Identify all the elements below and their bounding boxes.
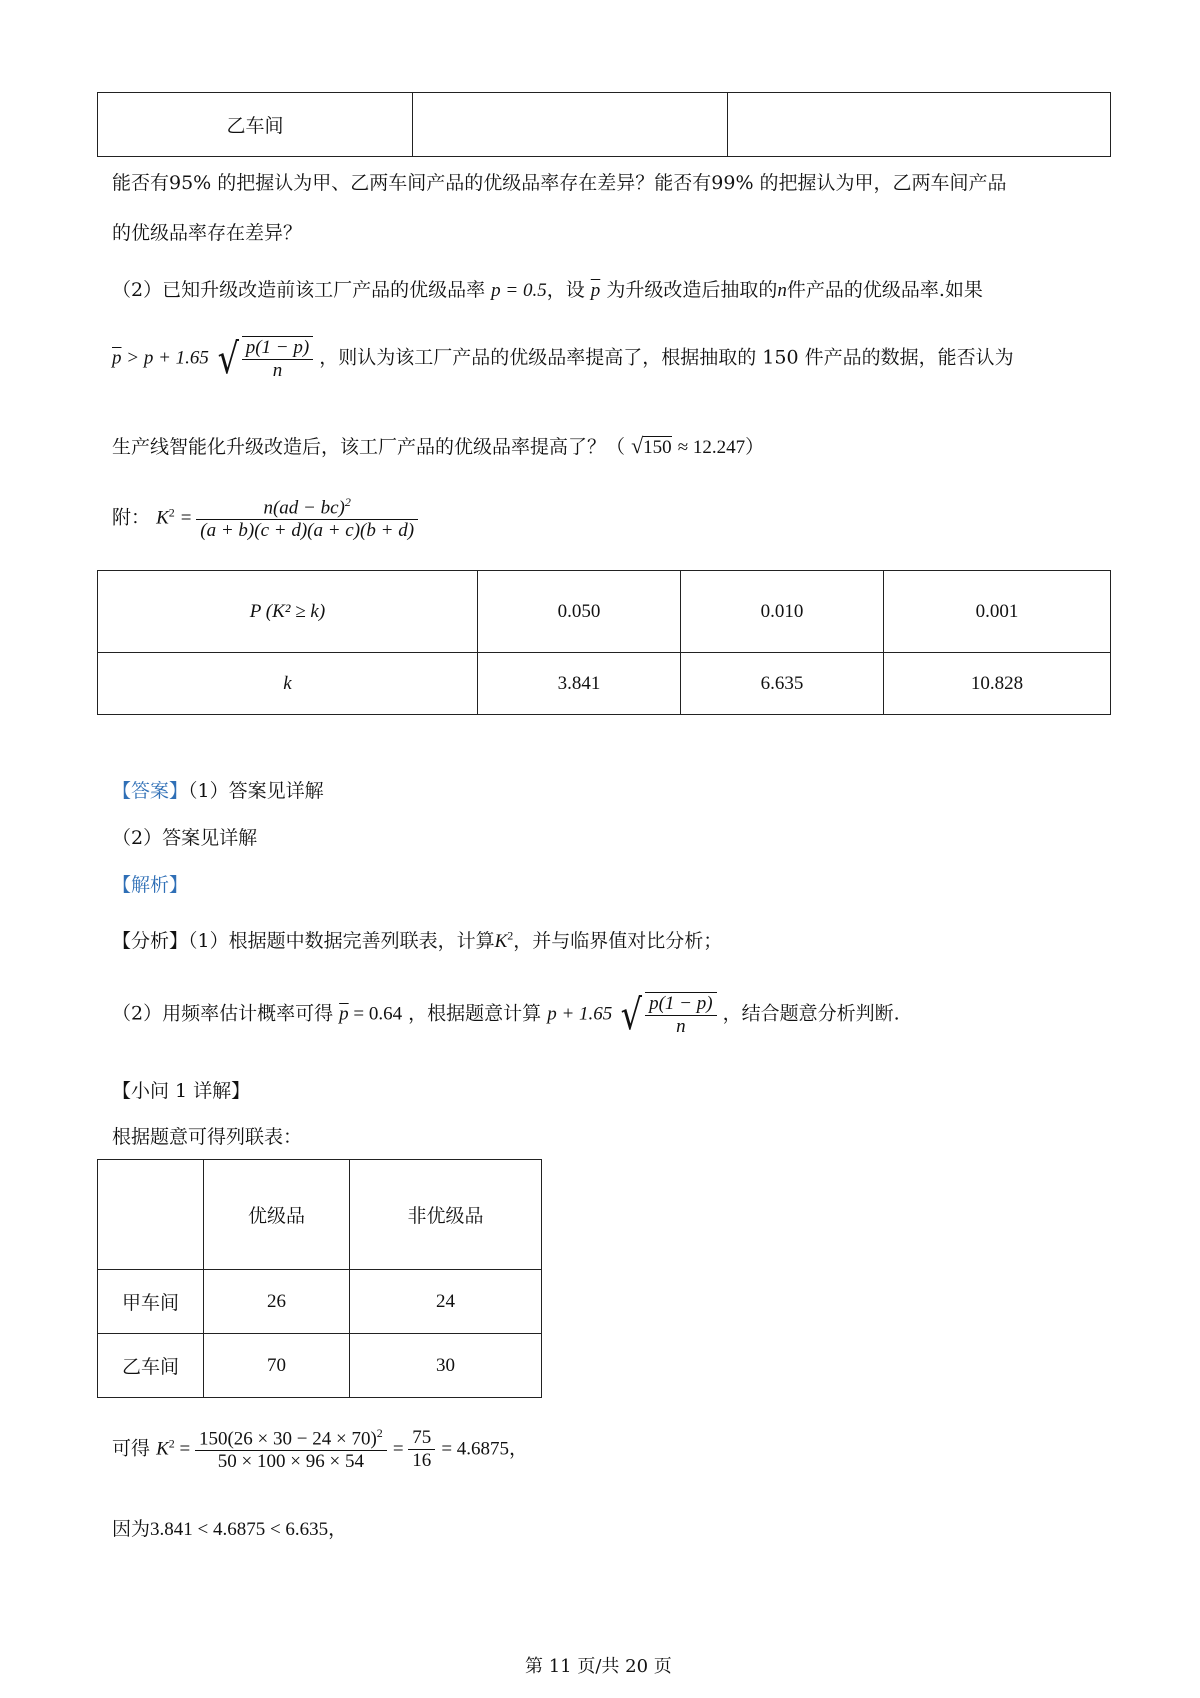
- question-1-line-1: 能否有95% 的把握认为甲、乙两车间产品的优级品率存在差异？能否有99% 的把握认为甲，乙两车间产品: [112, 172, 1007, 194]
- table-cell: 甲车间: [98, 1270, 204, 1334]
- table-header-cell: 非优级品: [350, 1160, 542, 1270]
- question-1-line-2: 的优级品率存在差异？: [112, 222, 303, 244]
- table-cell: 26: [204, 1270, 350, 1334]
- table-header-cell: 优级品: [204, 1160, 350, 1270]
- table-cell: [728, 93, 1111, 157]
- critical-value-table: [97, 570, 1111, 715]
- question-2-line-1: （2）已知升级改造前该工厂产品的优级品率 p = 0.5，设 $\overline{p}$ 为升级改造后抽取的n件产品的优级品率.如果: [112, 279, 983, 301]
- table-cell: 30: [350, 1334, 542, 1398]
- table-cell: 10.828: [884, 653, 1111, 715]
- table-cell: 6.635: [681, 653, 884, 715]
- table-cell: 0.010: [681, 571, 884, 653]
- table-cell: 0.050: [478, 571, 681, 653]
- fenxi-line-1: 【分析】（1）根据题中数据完善列联表，计算$K^2$，并与临界值对比分析；: [112, 928, 723, 952]
- question-2-line-3: 生产线智能化升级改造后，该工厂产品的优级品率提高了？（ √150 ≈ 12.247）: [112, 433, 765, 458]
- table-cell: 乙车间: [98, 1334, 204, 1398]
- table-cell: 0.001: [884, 571, 1111, 653]
- detail-intro: 根据题意可得列联表：: [112, 1126, 303, 1148]
- analysis-tag: 【解析】: [112, 874, 189, 896]
- answer-line-2: （2）答案见详解: [112, 827, 258, 849]
- because-line: 因为3.841 < 4.6875 < 6.635，: [112, 1519, 348, 1540]
- table-cell: 3.841: [478, 653, 681, 715]
- table-cell: 70: [204, 1334, 350, 1398]
- k2-calculation: 可得 $K^2$ = $\frac{150(26 \times 30 - 24 \times 70)^2}{50 \times 100 \times 96 \times 54}$ = $\frac{75}{16}$ = 4.6875，: [112, 1426, 529, 1473]
- contingency-table: [97, 1159, 542, 1398]
- table-header-cell: [98, 1160, 204, 1270]
- answer-tag: 【答案】: [112, 780, 189, 802]
- table-cell: [413, 93, 728, 157]
- formula-appendix: 附： $K^2$ = $\frac{n(ad - bc)^2}{(a + b)(c + d)(a + c)(b + d)}$: [112, 495, 418, 542]
- table-cell: 24: [350, 1270, 542, 1334]
- page-footer: 第 11 页/共 20 页: [525, 1656, 672, 1677]
- fenxi-line-2: （2）用频率估计概率可得 $\overline{p} = 0.64$ ，根据题意计算 p + 1.65 √ $\frac{p(1 - p)}{n}$ ，结合题意分析判断.: [112, 990, 900, 1039]
- table-header-cell: k: [98, 653, 478, 715]
- answer-line-1: 【答案】（1）答案见详解: [112, 780, 324, 802]
- table-cell: 乙车间: [98, 93, 413, 157]
- top-table: [97, 92, 1111, 157]
- table-header-cell: P (K² ≥ k): [98, 571, 478, 653]
- detail-tag: 【小问 1 详解】: [112, 1080, 251, 1102]
- question-2-line-2: $\overline{p} > p + 1.65$ √ $\frac{p(1 - p)}{n}$ ，则认为该工厂产品的优级品率提高了，根据抽取的 150 件产品的数据，能否认为: [112, 334, 1014, 383]
